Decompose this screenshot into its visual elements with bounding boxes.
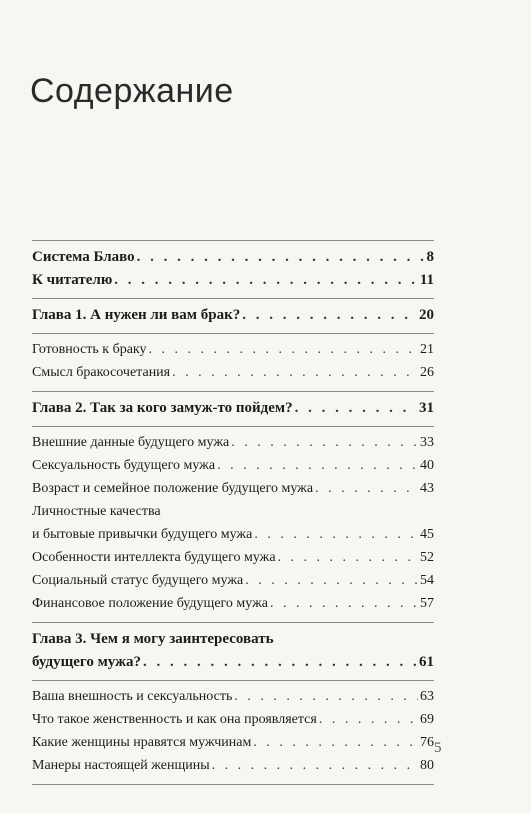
toc-entry-page: 52: [420, 550, 434, 565]
toc-entry-title: Какие женщины нравятся мужчинам: [32, 735, 252, 750]
toc-entry-title: Система Блаво: [32, 249, 135, 265]
toc-entry[interactable]: [32, 478, 434, 500]
toc-entry-page: 54: [420, 573, 434, 588]
dot-leader: [217, 455, 418, 477]
toc-entry-page: 31: [419, 400, 434, 416]
toc-section: [32, 392, 434, 427]
dot-leader: [242, 304, 417, 326]
toc-entry[interactable]: [32, 593, 434, 615]
dot-leader: [278, 547, 418, 569]
toc-entry-page: 76: [420, 735, 434, 750]
toc-section: [32, 623, 434, 681]
dot-leader: [253, 732, 418, 754]
toc-entry-page: 43: [420, 481, 434, 496]
toc-entry-title-line: Личностные качества: [32, 504, 161, 519]
toc-entry-title: и бытовые привычки будущего мужа: [32, 527, 253, 542]
toc-entry[interactable]: [32, 362, 434, 384]
dot-leader: [245, 570, 418, 592]
toc-entry-title: Готовность к браку: [32, 342, 147, 357]
toc-entry-page: 57: [420, 596, 434, 611]
toc-entry-page: 40: [420, 458, 434, 473]
dot-leader: [234, 686, 418, 708]
toc-chapter-entry[interactable]: [32, 651, 434, 673]
toc-section: [32, 681, 434, 785]
dot-leader: [137, 246, 425, 268]
toc-entry-page: 61: [419, 654, 434, 670]
toc-section: [32, 427, 434, 623]
page-title: Содержание: [30, 72, 234, 110]
toc-chapter-entry[interactable]: [32, 397, 434, 419]
toc-entry-title: Особенности интеллекта будущего мужа: [32, 550, 276, 565]
toc-entry-page: 69: [420, 712, 434, 727]
toc-entry[interactable]: [32, 455, 434, 477]
toc-chapter-entry[interactable]: [32, 304, 434, 326]
toc-entry-page: 33: [420, 435, 434, 450]
table-of-contents: [32, 240, 434, 785]
toc-entry-page: 45: [420, 527, 434, 542]
toc-entry-title: Что такое женственность и как она проявляется: [32, 712, 317, 727]
toc-entry-page: 80: [420, 758, 434, 773]
dot-leader: [172, 362, 418, 384]
dot-leader: [254, 524, 418, 546]
dot-leader: [319, 709, 418, 731]
toc-entry-page: 63: [420, 689, 434, 704]
toc-entry-title: Внешние данные будущего мужа: [32, 435, 230, 450]
dot-leader: [270, 593, 418, 615]
toc-entry-title: К читателю: [32, 272, 113, 288]
toc-entry[interactable]: [32, 686, 434, 708]
toc-entry-page: 26: [420, 365, 434, 380]
toc-section: [32, 240, 434, 299]
dot-leader: [114, 269, 418, 291]
toc-entry-page: 21: [420, 342, 434, 357]
toc-entry-title: Сексуальность будущего мужа: [32, 458, 216, 473]
dot-leader: [315, 478, 418, 500]
toc-entry[interactable]: [32, 709, 434, 731]
dot-leader: [295, 397, 417, 419]
toc-entry-page: 8: [426, 249, 434, 265]
toc-entry-title: Социальный статус будущего мужа: [32, 573, 244, 588]
toc-section: [32, 299, 434, 334]
toc-entry[interactable]: [32, 547, 434, 569]
dot-leader: [149, 339, 418, 361]
toc-chapter-entry[interactable]: [32, 246, 434, 268]
toc-entry-title-line: Глава 3. Чем я могу заинтересовать: [32, 631, 274, 647]
toc-chapter-entry[interactable]: [32, 269, 434, 291]
toc-section: [32, 334, 434, 392]
toc-entry-title: Манеры настоящей женщины: [32, 758, 210, 773]
toc-entry[interactable]: [32, 339, 434, 361]
page-number: 5: [434, 740, 442, 756]
toc-entry-title: Глава 2. Так за кого замуж-то пойдем?: [32, 400, 293, 416]
toc-entry-page: 11: [419, 272, 434, 288]
toc-entry[interactable]: [32, 524, 434, 546]
toc-entry[interactable]: [32, 432, 434, 454]
toc-entry-title: будущего мужа?: [32, 654, 141, 670]
toc-entry[interactable]: [32, 732, 434, 754]
dot-leader: [212, 755, 418, 777]
toc-entry[interactable]: [32, 570, 434, 592]
dot-leader: [143, 651, 417, 673]
toc-entry[interactable]: [32, 755, 434, 777]
toc-entry-title: Возраст и семейное положение будущего мужа: [32, 481, 314, 496]
toc-entry-title: Глава 1. А нужен ли вам брак?: [32, 307, 241, 323]
toc-entry-title: Ваша внешность и сексуальность: [32, 689, 233, 704]
toc-entry-page: 20: [419, 307, 434, 323]
dot-leader: [231, 432, 418, 454]
toc-entry-title: Финансовое положение будущего мужа: [32, 596, 268, 611]
toc-entry-title: Смысл бракосочетания: [32, 365, 171, 380]
